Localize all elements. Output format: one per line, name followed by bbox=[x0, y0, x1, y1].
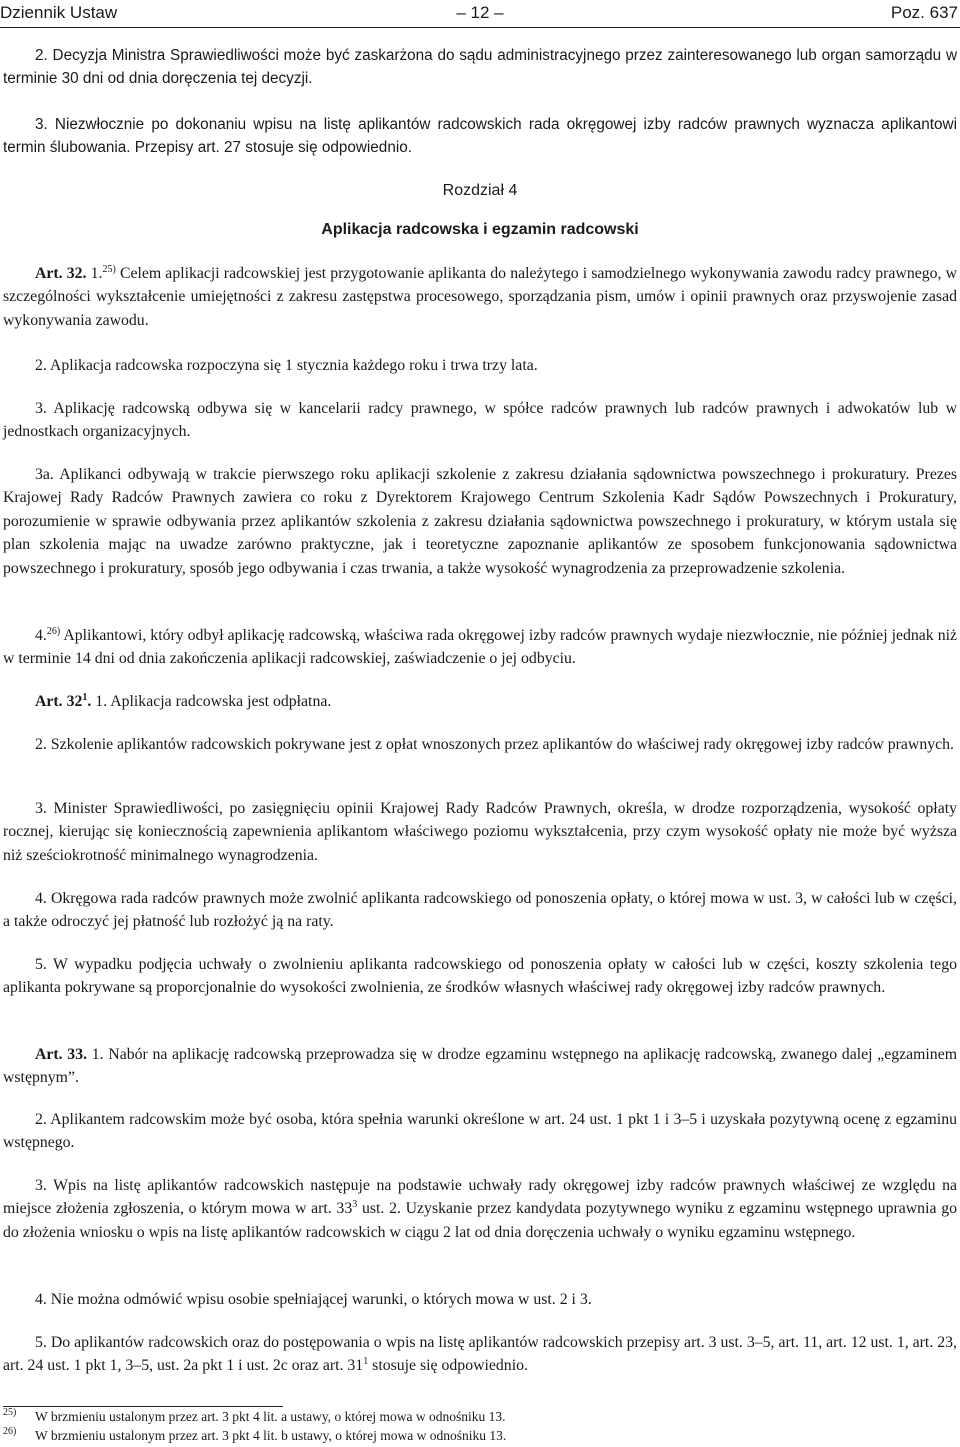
art-33-p5-text-a: 5. Do aplikantów radcowskich oraz do postępowania o wpis na listę aplikantów radcowskich przepisy art. 3 ust. 3–5, art. 11, art. 12 ust. 1, art. 23, art. 24 ust. 1 pkt 1, 3–5, ust. 2a pkt 1 i ust. 2c oraz art. 31 bbox=[3, 1334, 957, 1375]
art-32-p3a: 3a. Aplikanci odbywają w trakcie pierwszego roku aplikacji szkolenie z zakresu działania sądownictwa powszechnego i prokuratury. Prezes Krajowej Rady Radców Prawnych zawiera co roku z Dyrektorem Krajowego Centrum Szkolenia Kadr Sądów Powszechnych i Prokuratury, porozumienie w sprawie odbywania przez aplikantów szkolenia z zakresu działania sądownictwa powszechnego i prokuratury, w którym ustala się plan szkolenia mając na uwadze zarówno praktyczne, jak i teoretyczne zapoznanie aplikantów ze sposobem funkcjonowania sądownictwa powszechnego i prokuratury, sposób jego odbywania i czas trwania, a także wysokość wynagrodzenia za przeprowadzenie szkolenia. bbox=[3, 466, 957, 577]
chapter-number: Rozdział 4 bbox=[442, 182, 518, 199]
art-33-p5 bbox=[3, 1331, 957, 1378]
footnote-mark: 25) bbox=[3, 1407, 17, 1418]
footnote-text: W brzmieniu ustalonym przez art. 3 pkt 4 lit. b ustawy, o której mowa w odnośniku 13. bbox=[35, 1428, 507, 1443]
art-32-p4 bbox=[3, 624, 957, 671]
art-32-1-p4: 4. Okręgowa rada radców prawnych może zwolnić aplikanta radcowskiego od ponoszenia opłaty, o której mowa w ust. 3, w całości lub w części, a także odroczyć jej płatność lub rozłożyć ją na raty. bbox=[3, 890, 957, 931]
art-32-p2: 2. Aplikacja radcowska rozpoczyna się 1 stycznia każdego roku i trwa trzy lata. bbox=[35, 357, 538, 374]
art-33-p3-text-b: ust. 2. Uzyskanie przez kandydata pozytywnego wyniku z egzaminu wstępnego uprawnia go do złożenia wniosku o wpis na listę aplikantów radcowskich w ciągu 2 lat od dnia doręczenia uchwały o wyniku egzaminu wstępnego. bbox=[3, 1200, 957, 1241]
art-33-p3-sup: 3 bbox=[352, 1199, 358, 1211]
art-33-p2: 2. Aplikantem radcowskim może być osoba, która spełnia warunki określone w art. 24 ust. 1 pkt 1 i 3–5 i uzyskała pozytywną ocenę z egzaminu wstępnego. bbox=[3, 1111, 957, 1152]
art-32-1-label-sup: 1 bbox=[82, 692, 88, 703]
art-32-1-p1 bbox=[3, 690, 957, 713]
footnote-mark: 26) bbox=[3, 1426, 17, 1437]
position-number: Poz. 637 bbox=[890, 3, 958, 22]
art-32-p4-text: Aplikantowi, który odbył aplikację radcowską, właściwa rada okręgowej izby radców prawnych wydaje niezwłocznie, nie później jednak niż w terminie 14 dni od dnia zakończenia aplikacji radcowskiej, zaświadczenie o jej odbyciu. bbox=[3, 627, 958, 668]
art-33-label: Art. 33. bbox=[35, 1046, 88, 1063]
chapter-title: Aplikacja radcowska i egzamin radcowski bbox=[321, 221, 639, 238]
art-32-1-label-text: Art. 32 bbox=[35, 693, 83, 710]
art-32-p3: 3. Aplikację radcowską odbywa się w kancelarii radcy prawnego, w spółce radców prawnych lub radców prawnych i adwokatów lub w jednostkach organizacyjnych. bbox=[3, 400, 957, 441]
art-32-p4-num: 4. bbox=[35, 627, 47, 644]
art-33-p5-sup: 1 bbox=[363, 1356, 369, 1368]
page-number: – 12 – bbox=[456, 3, 504, 22]
art-32-p1-num: 1. bbox=[90, 265, 103, 282]
art-33-p3-text-a: 3. Wpis na listę aplikantów radcowskich następuje na podstawie uchwały rady okręgowej izby radców prawnych właściwej ze względu na miejsce złożenia zgłoszenia, o którym mowa w art. 33 bbox=[3, 1177, 957, 1218]
art-32-1-p1-text: 1. Aplikacja radcowska jest odpłatna. bbox=[95, 693, 332, 710]
paragraph-2: 2. Decyzja Ministra Sprawiedliwości może być zaskarżona do sądu administracyjnego przez zainteresowanego lub organ samorządu w terminie 30 dni od dnia doręczenia tej decyzji. bbox=[3, 47, 957, 88]
art-32-1-label-dot: . bbox=[87, 693, 92, 710]
art-32-1-label bbox=[35, 693, 91, 710]
art-32-p1 bbox=[3, 262, 957, 332]
footnote-text: W brzmieniu ustalonym przez art. 3 pkt 4 lit. a ustawy, o której mowa w odnośniku 13. bbox=[35, 1409, 506, 1424]
art-32-label: Art. 32. bbox=[35, 265, 87, 282]
art-32-1-p3: 3. Minister Sprawiedliwości, po zasięgnięciu opinii Krajowej Rady Radców Prawnych, określa, w drodze rozporządzenia, wysokość opłaty rocznej, kierując się koniecznością zapewnienia aplikantom właściwego poziomu wykształcenia, przy czym wysokość opłaty nie może być wyższa niż sześciokrotność minimalnego wynagrodzenia. bbox=[3, 800, 957, 864]
footnote-ref-26: 26) bbox=[46, 626, 61, 637]
art-32-1-p5: 5. W wypadku podjęcia uchwały o zwolnieniu aplikanta radcowskiego od ponoszenia opłaty w całości lub w części, koszty szkolenia tego aplikanta pokrywane są proporcjonalnie do wysokości zwolnienia, ze środków własnych właściwej rady okręgowej izby radców prawnych. bbox=[3, 956, 957, 997]
footnote-rule bbox=[3, 1406, 283, 1407]
art-33-p1 bbox=[3, 1043, 957, 1090]
art-33-p5-text-b: stosuje się odpowiednio. bbox=[368, 1357, 528, 1375]
page-header bbox=[0, 0, 960, 26]
paragraph-3: 3. Niezwłocznie po dokonaniu wpisu na listę aplikantów radcowskich rada okręgowej izby radców prawnych wyznacza aplikantowi termin ślubowania. Przepisy art. 27 stosuje się odpowiednio. bbox=[3, 116, 957, 157]
art-32-1-p2: 2. Szkolenie aplikantów radcowskich pokrywane jest z opłat wnoszonych przez aplikantów do właściwej rady okręgowej izby radców prawnych. bbox=[35, 736, 954, 753]
journal-title: Dziennik Ustaw bbox=[0, 3, 118, 22]
art-33-p1-text: 1. Nabór na aplikację radcowską przeprowadza się w drodze egzaminu wstępnego na aplikację radcowską, zwanego dalej „egzaminem wstępnym”. bbox=[3, 1046, 957, 1087]
art-33-p3 bbox=[3, 1174, 957, 1244]
footnote-ref-25: 25) bbox=[102, 264, 116, 275]
header-rule bbox=[0, 27, 960, 28]
art-32-p1-text: Celem aplikacji radcowskiej jest przygotowanie aplikanta do należytego i samodzielnego wykonywania zawodu radcy prawnego, w szczególności wykształcenie umiejętności z zakresu zastępstwa procesowego, sporządzania pism, umów i opinii prawnych oraz przyswojenie zasad wykonywania zawodu. bbox=[3, 265, 958, 329]
art-33-p4: 4. Nie można odmówić wpisu osobie spełniającej warunki, o których mowa w ust. 2 i 3. bbox=[35, 1291, 592, 1308]
